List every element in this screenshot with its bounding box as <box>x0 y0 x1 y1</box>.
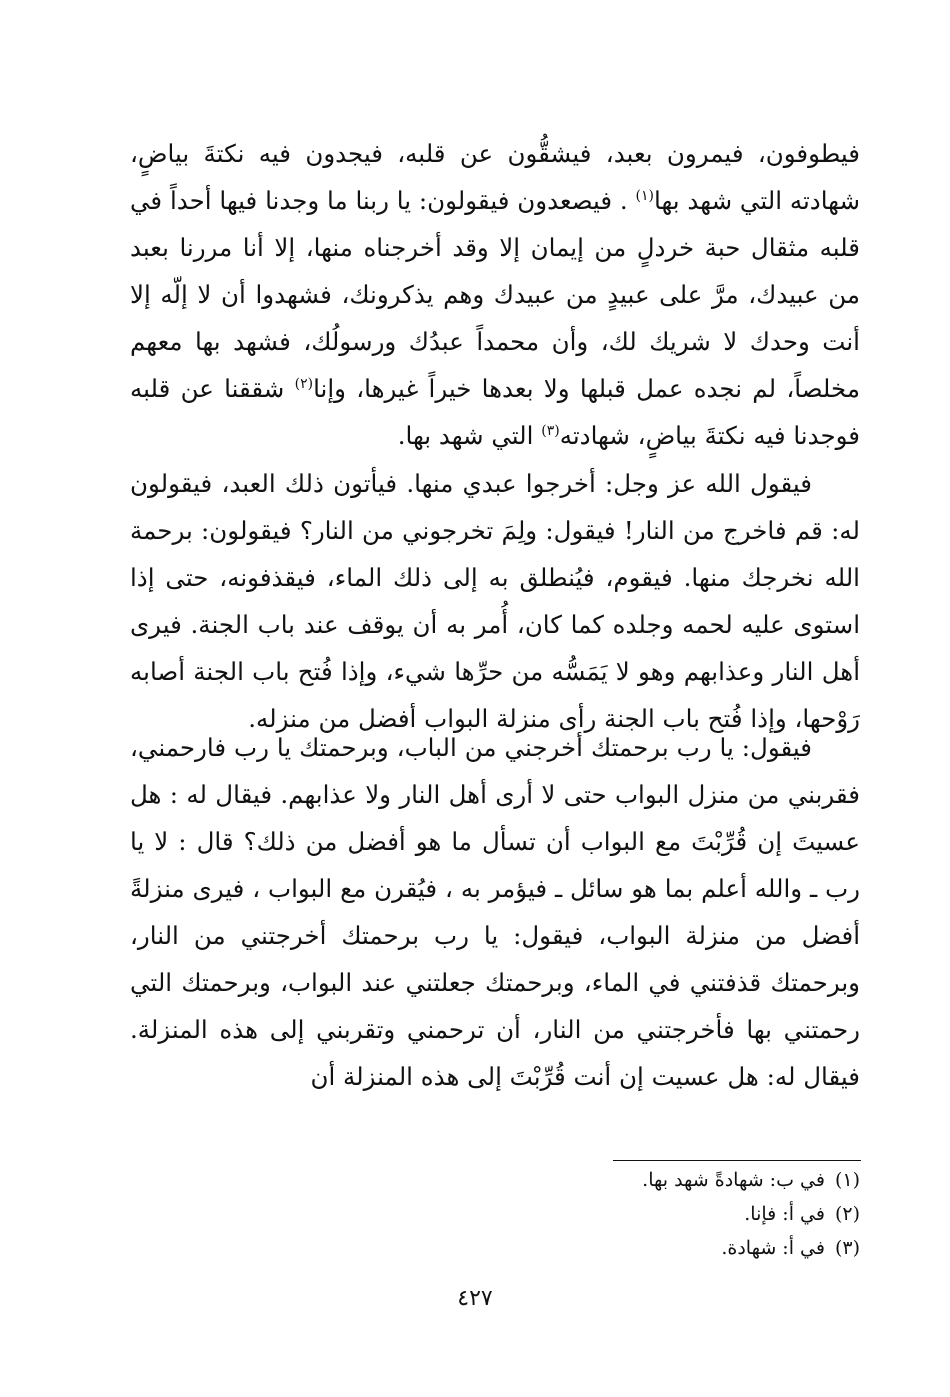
paragraph-2 <box>130 460 860 742</box>
paragraph-1-part-c: شققنا عن قلبه فوجدنا فيه نكتةَ بياضٍ، شهادته <box>130 374 860 450</box>
footnote-ref-1: (١) <box>635 187 655 204</box>
paragraph-3 <box>130 724 860 1100</box>
footnote-number: (٢) <box>834 1203 860 1225</box>
footnote-divider <box>613 1160 861 1161</box>
footnotes <box>500 1163 860 1265</box>
footnote-item <box>500 1163 860 1197</box>
footnote-ref-3: (٣) <box>541 422 560 439</box>
footnote-number: (١) <box>834 1169 860 1191</box>
footnote-text: في ب: شهادةً شهد بها. <box>642 1169 825 1191</box>
footnote-item <box>500 1197 860 1231</box>
footnote-text: في أ: شهادة. <box>721 1237 825 1259</box>
paragraph-1 <box>130 130 860 459</box>
footnote-text: في أ: فإنا. <box>744 1203 825 1225</box>
paragraph-3-text: فيقول: يا رب برحمتك أخرجني من الباب، وبرحمتك يا رب فارحمني، فقربني من منزل البواب حتى لا أرى أهل النار ولا عذابهم. فيقال له : هل عسيتَ إن قُرِّبْتَ مع البواب أن تسأل ما هو أفضل من ذلك؟ قال : لا يا رب ـ والله أعلم بما هو سائل ـ فيؤمر به ، فيُقرن مع البواب ، فيرى منزلةً أفضل من منزلة البواب، فيقول: يا رب برحمتك أخرجتني من النار، وبرحمتك قذفتني في الماء، وبرحمتك جعلتني عند البواب، وبرحمتك التي رحمتني بها فأخرجتني من النار، أن ترحمني وتقربني إلى هذه المنزلة. فيقال له: هل عسيت إن أنت قُرِّبْتَ إلى هذه المنزلة أن <box>130 733 860 1091</box>
page-number: ٤٢٧ <box>457 1286 493 1311</box>
paragraph-1-part-d: التي شهد بها. <box>397 421 542 450</box>
footnote-item <box>500 1231 860 1265</box>
paragraph-2-text: فيقول الله عز وجل: أخرجوا عبدي منها. فيأتون ذلك العبد، فيقولون له: قم فاخرج من النار! فيقول: ولِمَ تخرجوني من النار؟ فيقولون: برحمة الله نخرجك منها. فيقوم، فيُنطلق به إلى ذلك الماء، فيقذفونه، حتى إذا استوى عليه لحمه وجلده كما كان، أُمر به أن يوقف عند باب الجنة. فيرى أهل النار وعذابهم وهو لا يَمَسُّه من حرِّها شيء، وإذا فُتح باب الجنة أصابه رَوْحها، وإذا فُتح باب الجنة رأى منزلة البواب أفضل من منزله. <box>130 469 860 733</box>
paragraph-1-part-a: فيطوفون، فيمرون بعبد، فيشقُّون عن قلبه، فيجدون فيه نكتةَ بياضٍ، شهادته التي شهد بها <box>130 139 860 215</box>
footnote-number: (٣) <box>834 1237 860 1259</box>
paragraph-1-part-b: . فيصعدون فيقولون: يا ربنا ما وجدنا فيها أحداً في قلبه مثقال حبة خردلٍ من إيمان إلا وقد أخرجناه منها، إلا أنا مررنا بعبد من عبيدك، مرَّ على عبيدٍ من عبيدك وهم يذكرونك، فشهدوا أن لا إلّه إلا أنت وحدك لا شريك لك، وأن محمداً عبدُك ورسولُك، فشهد بها معهم مخلصاً، لم نجده عمل قبلها ولا بعدها خيراً غيرها، وإنا <box>130 186 860 403</box>
footnote-ref-2: (٢) <box>294 375 314 392</box>
